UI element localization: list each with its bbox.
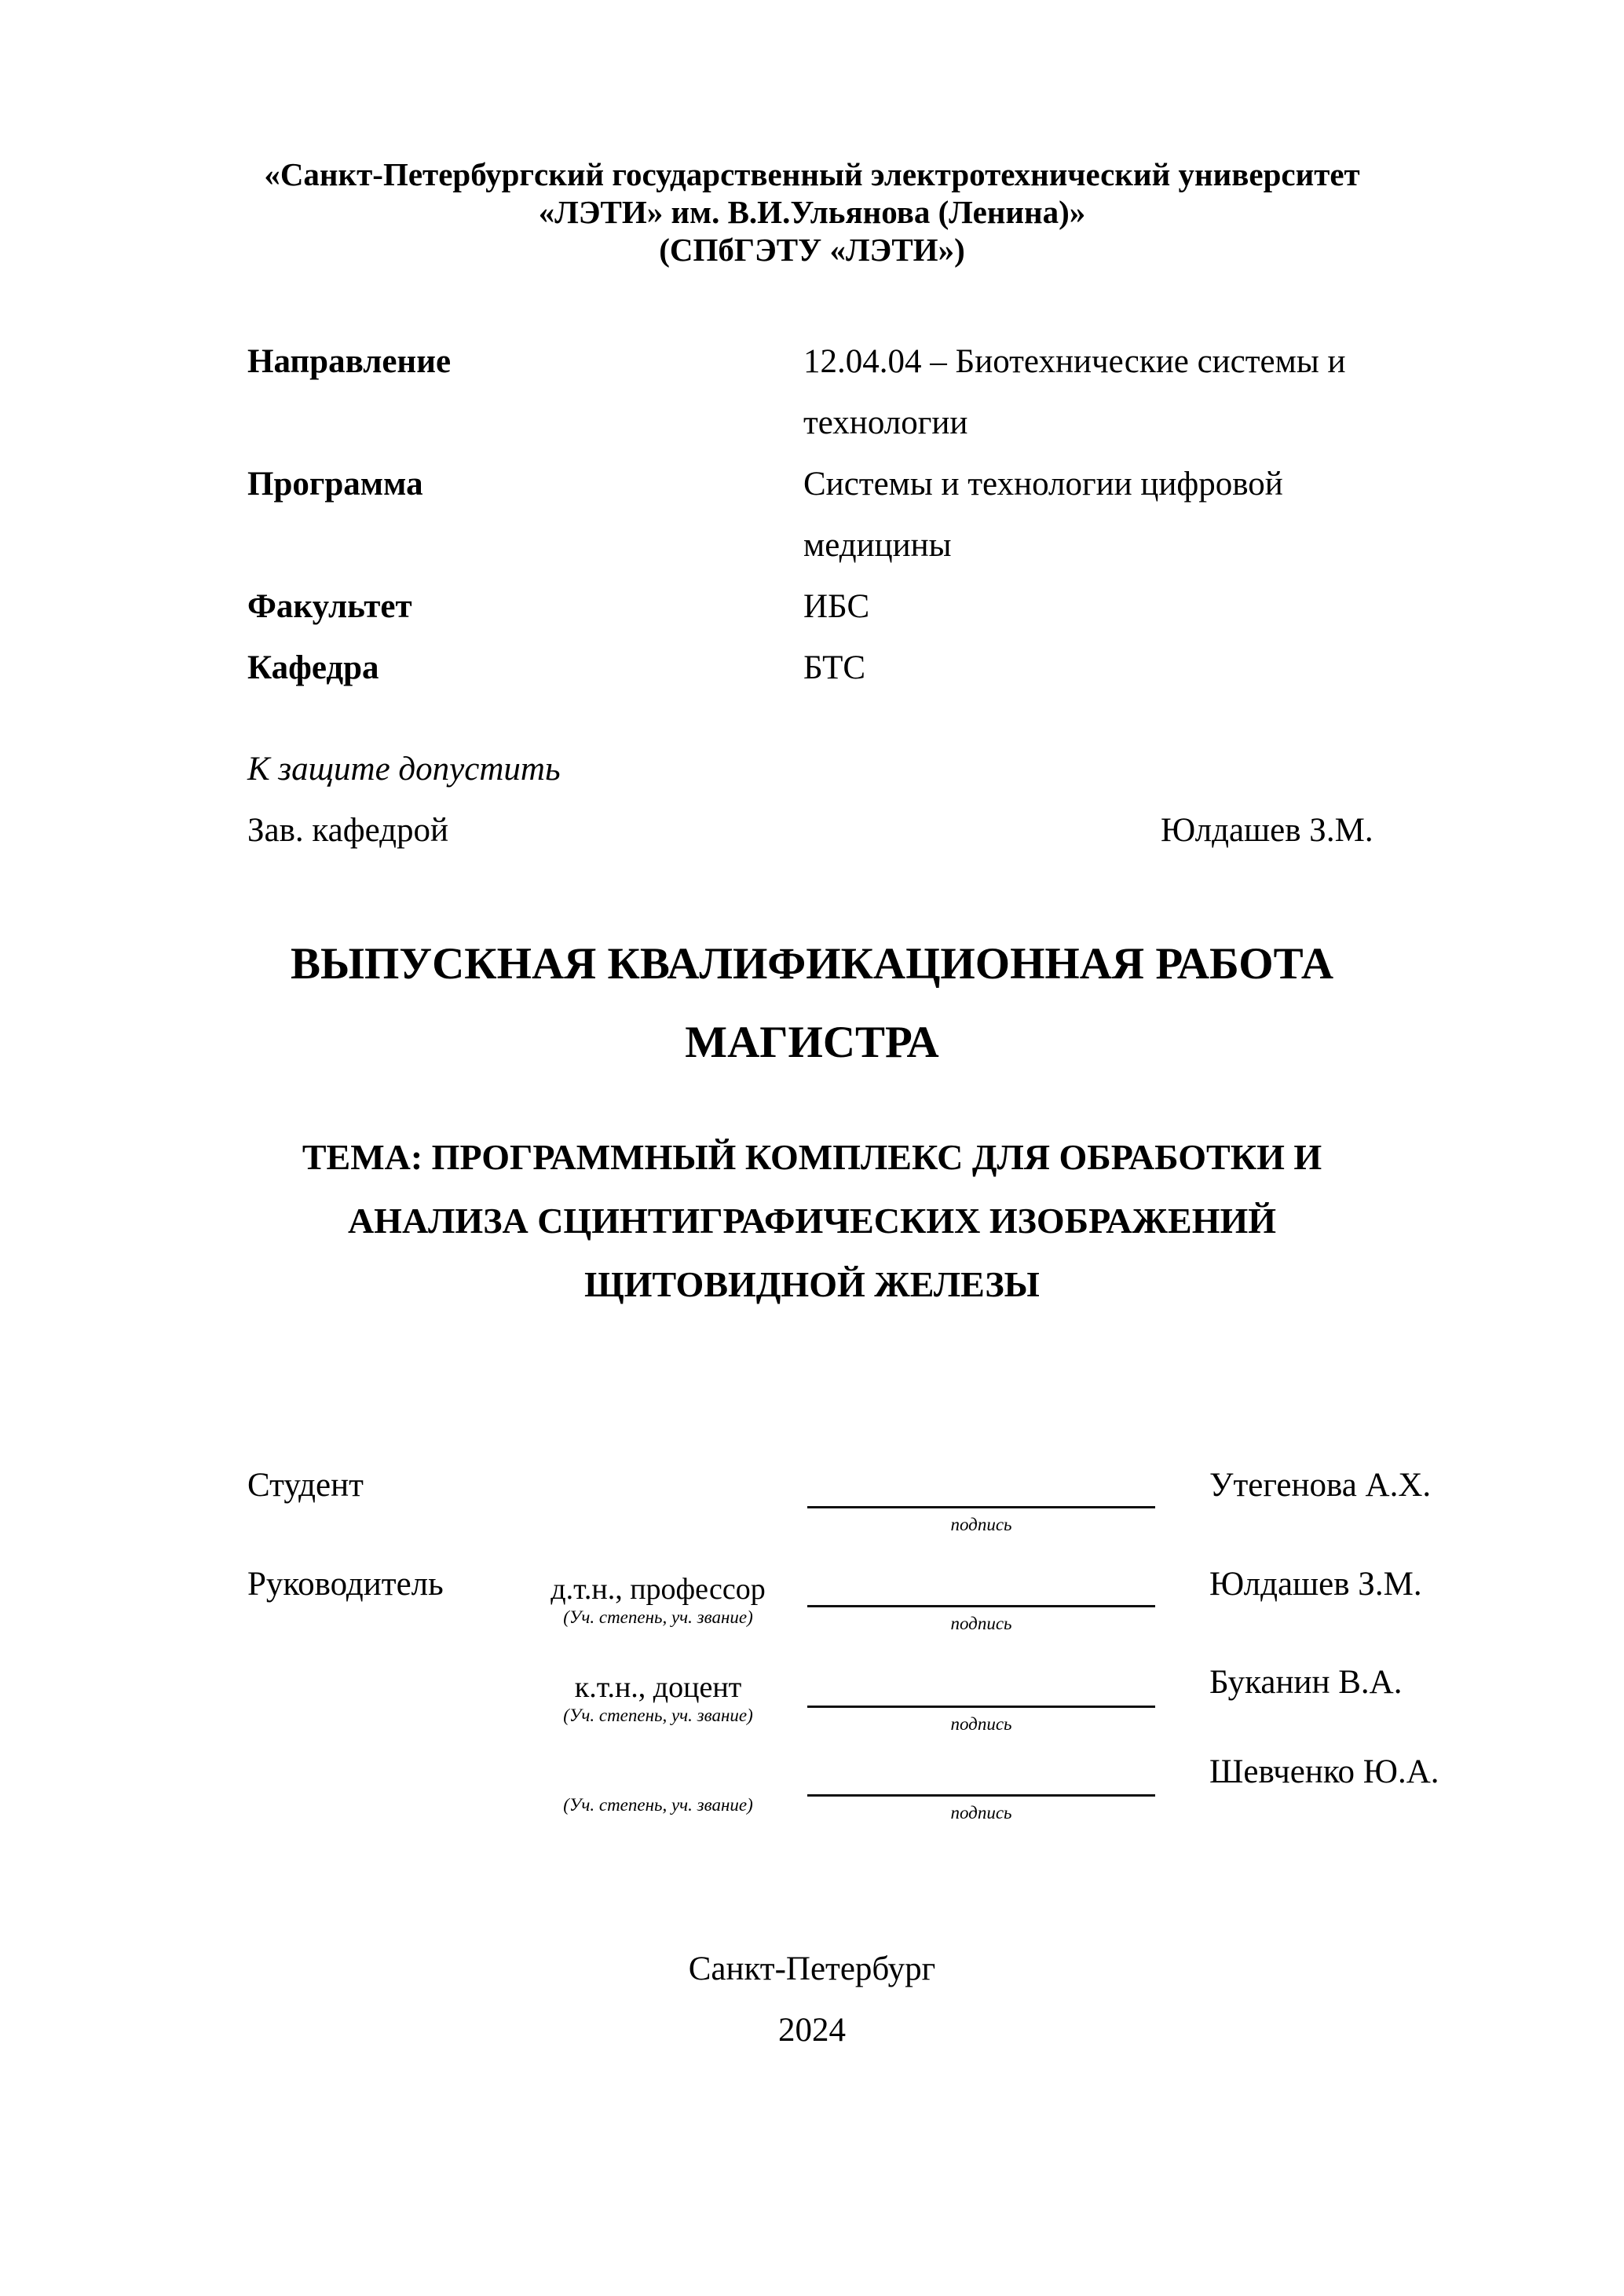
theme-line2: АНАЛИЗА СЦИНТИГРАФИЧЕСКИХ ИЗОБРАЖЕНИЙ	[347, 1201, 1277, 1241]
info-value-program-line1: Системы и технологии цифровой	[803, 466, 1283, 503]
document-title-line2: МАГИСТРА	[685, 1018, 939, 1067]
supervisor-2-name: Буканин В.А.	[1209, 1664, 1403, 1701]
info-label-program: Программа	[247, 466, 423, 503]
info-value-direction-line2: технологии	[803, 404, 968, 441]
student-role: Студент	[247, 1467, 364, 1504]
info-value-direction-line1: 12.04.04 – Биотехнические системы и	[803, 343, 1346, 380]
university-name-line1: «Санкт-Петербургский государственный электротехнический университет	[264, 156, 1360, 192]
info-label-faculty: Факультет	[247, 588, 412, 625]
supervisor-3-name: Шевченко Ю.А.	[1209, 1753, 1439, 1790]
info-label-direction: Направление	[247, 343, 452, 380]
university-abbrev: (СПбГЭТУ «ЛЭТИ»)	[659, 232, 965, 268]
student-signature-caption: подпись	[950, 1515, 1012, 1534]
theme-line1: ТЕМА: ПРОГРАММНЫЙ КОМПЛЕКС ДЛЯ ОБРАБОТКИ И	[302, 1137, 1322, 1177]
student-name: Утегенова А.Х.	[1209, 1467, 1432, 1504]
supervisor-1-degree-caption: (Уч. степень, уч. звание)	[563, 1607, 753, 1627]
supervisor-2-degree: к.т.н., доцент	[574, 1671, 742, 1704]
info-value-faculty: ИБС	[803, 588, 870, 625]
approval-name: Юлдашев З.М.	[1161, 812, 1373, 849]
supervisor-2-signature-line	[807, 1706, 1155, 1708]
info-label-department: Кафедра	[247, 649, 379, 686]
approval-role: Зав. кафедрой	[247, 812, 449, 849]
supervisor-3-signature-caption: подпись	[950, 1803, 1012, 1823]
info-value-department: БТС	[803, 649, 866, 686]
supervisor-1-degree: д.т.н., профессор	[550, 1573, 766, 1606]
approval-note: К защите допустить	[247, 751, 561, 788]
supervisor-3-degree-caption: (Уч. степень, уч. звание)	[563, 1795, 753, 1815]
theme-line3: ЩИТОВИДНОЙ ЖЕЛЕЗЫ	[584, 1264, 1040, 1304]
document-title-line1: ВЫПУСКНАЯ КВАЛИФИКАЦИОННАЯ РАБОТА	[290, 939, 1333, 989]
university-name-line2: «ЛЭТИ» им. В.И.Ульянова (Ленина)»	[538, 194, 1086, 230]
footer-city: Санкт-Петербург	[688, 1951, 936, 1987]
supervisor-1-signature-caption: подпись	[950, 1614, 1012, 1633]
footer-year: 2024	[778, 2012, 846, 2049]
supervisor-role: Руководитель	[247, 1566, 444, 1603]
supervisor-1-signature-line	[807, 1605, 1155, 1607]
info-value-program-line2: медицины	[803, 527, 952, 564]
supervisor-2-signature-caption: подпись	[950, 1714, 1012, 1734]
student-signature-line	[807, 1506, 1155, 1508]
supervisor-1-name: Юлдашев З.М.	[1209, 1566, 1422, 1603]
supervisor-2-degree-caption: (Уч. степень, уч. звание)	[563, 1706, 753, 1725]
supervisor-3-signature-line	[807, 1794, 1155, 1797]
